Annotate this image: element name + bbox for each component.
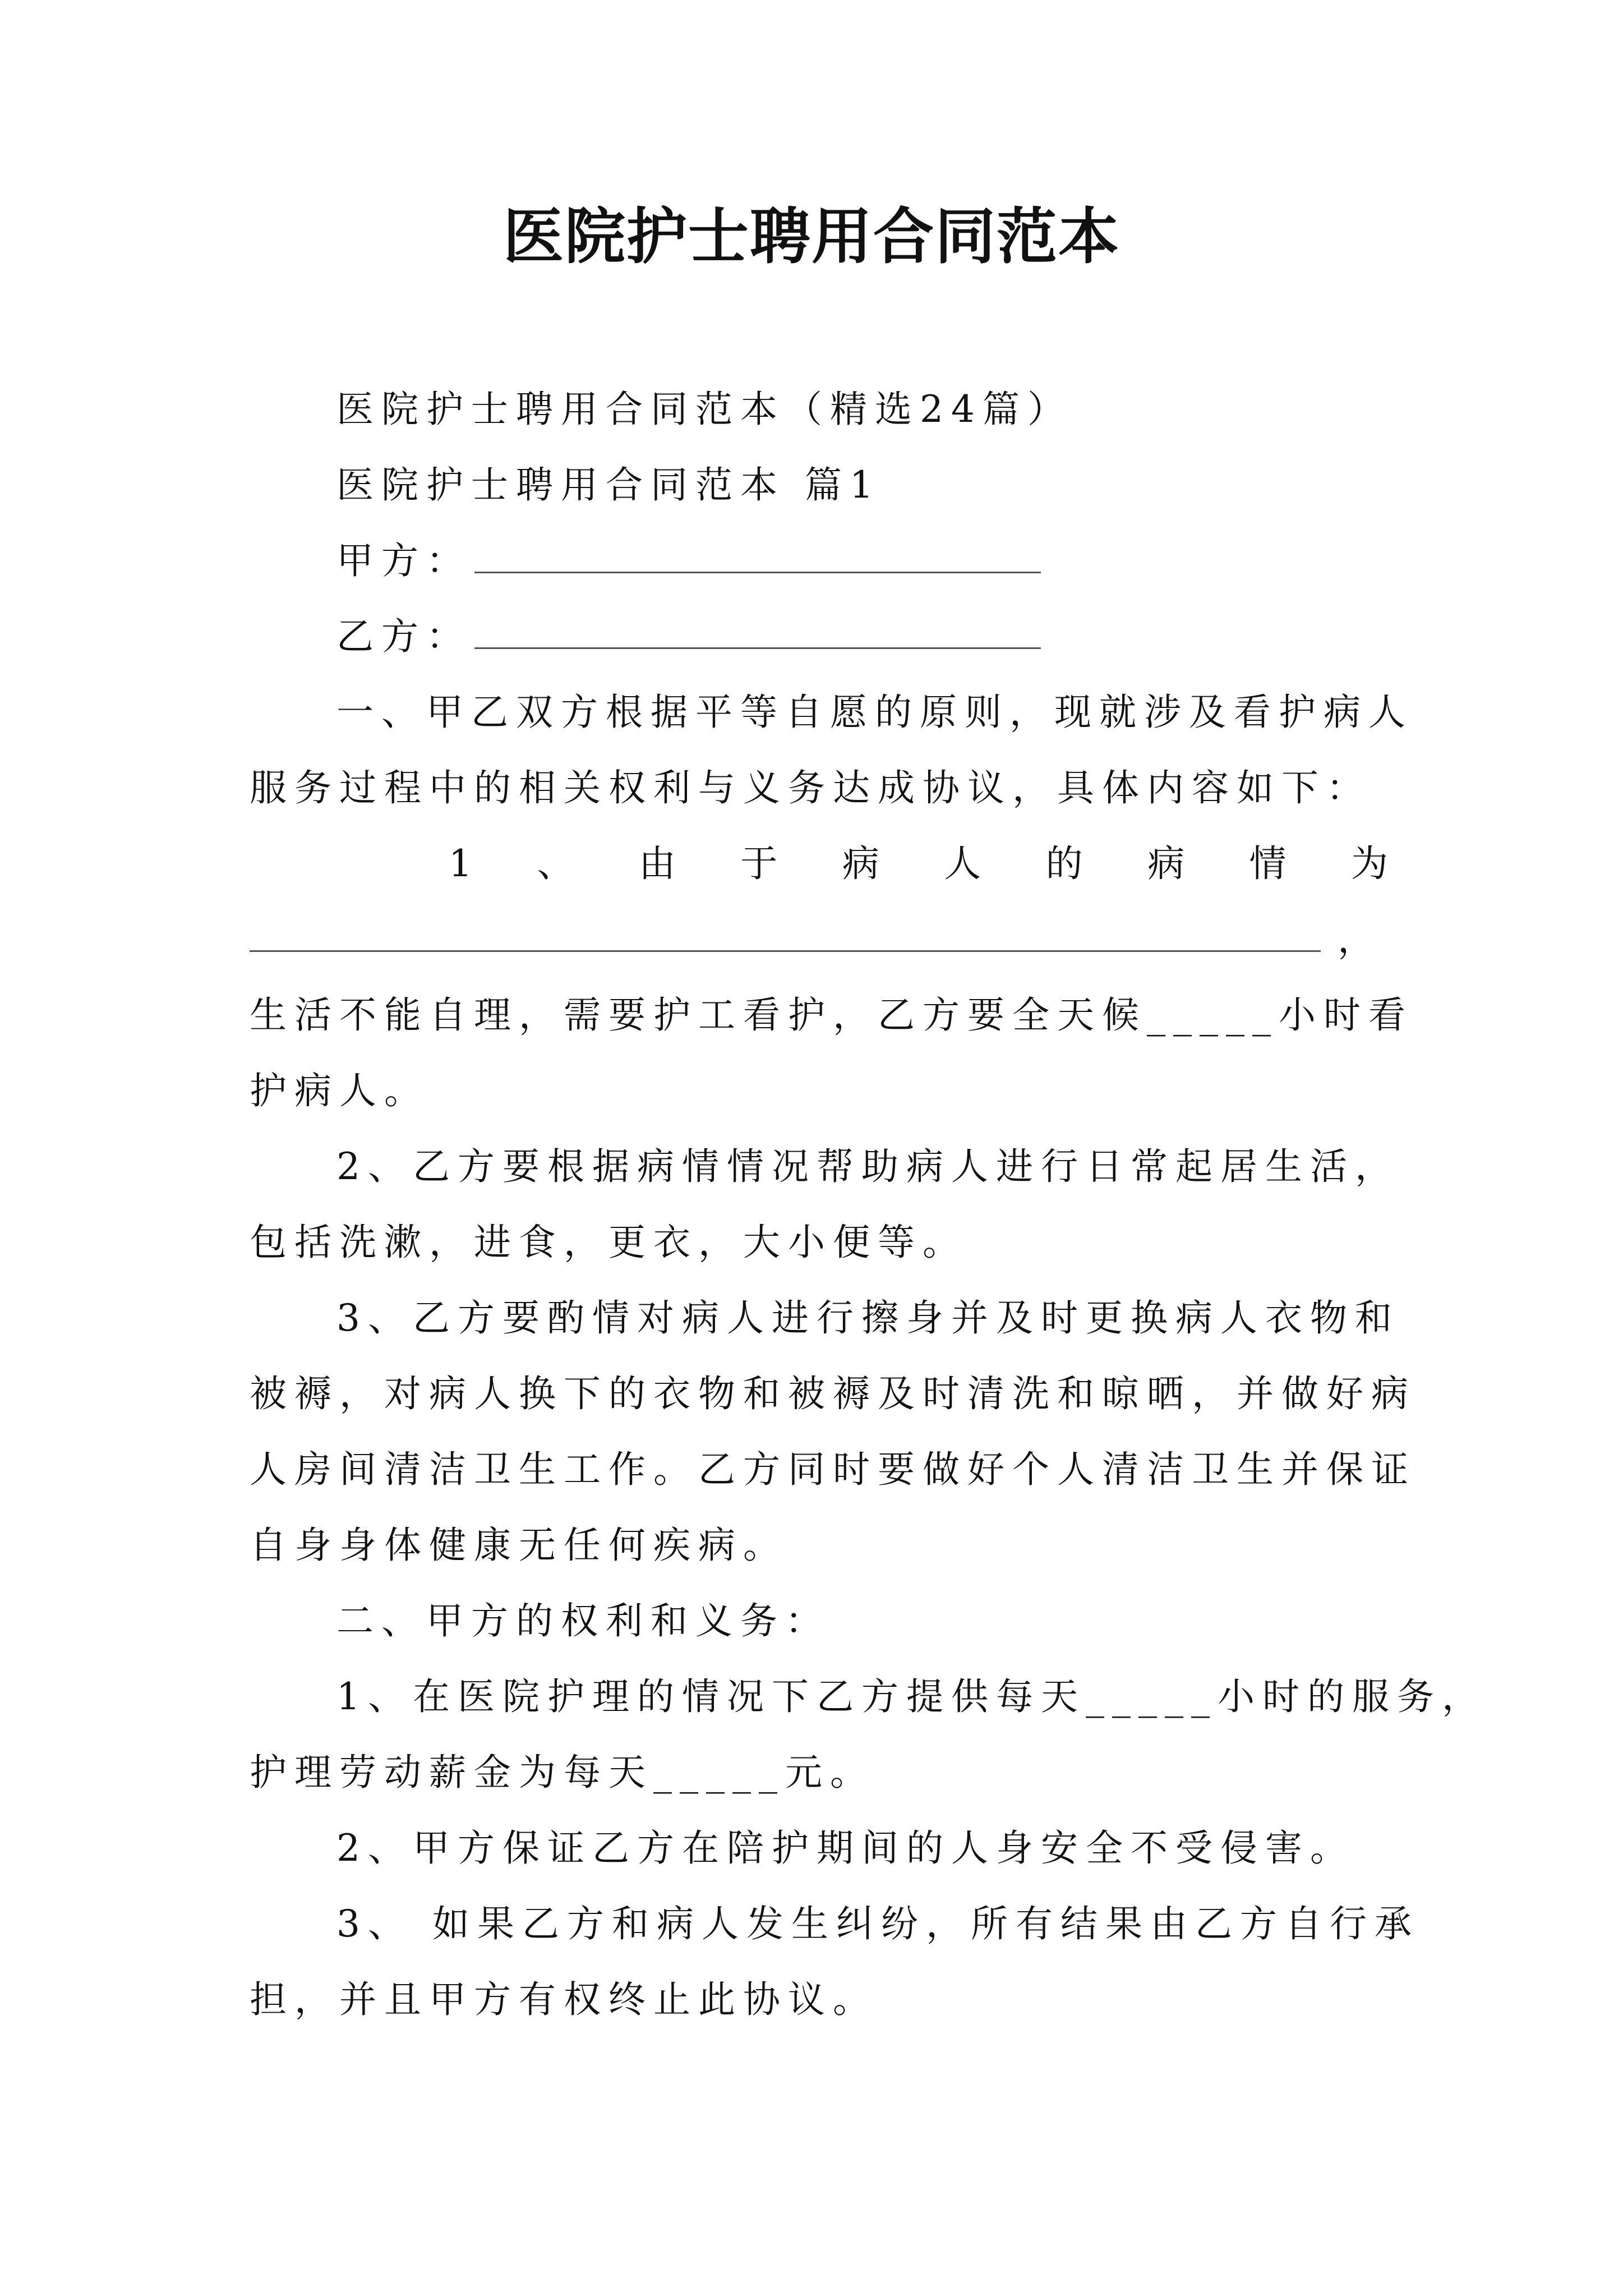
paragraph-line: 担，并且甲方有权终止此协议。 [250,1978,878,2021]
clause-char: 病 [1147,842,1185,885]
section-heading: 医院护士聘用合同范本 篇1 [336,463,881,507]
paragraph-line: 一、甲乙双方根据平等自愿的原则，现就涉及看护病人 [336,691,1413,734]
party-a-label: 甲方： [336,539,471,582]
paragraph-line: 2、甲方保证乙方在陪护期间的人身安全不受侵害。 [336,1826,1355,1870]
clause-char: 由 [638,842,676,885]
paragraph-line: 1、在医院护理的情况下乙方提供每天_____小时的服务， [336,1675,1487,1718]
condition-blank-line [250,900,1388,979]
paragraph-line: 服务过程中的相关权利与义务达成协议，具体内容如下： [250,766,1371,809]
clause-char: 为 [1350,842,1388,885]
clause-char: 1 [449,842,472,885]
clause-char: 情 [1249,842,1287,885]
paragraph-line: 包括洗漱，进食，更衣，大小便等。 [250,1221,967,1264]
paragraph-line: 护病人。 [250,1069,429,1112]
paragraph-line: 3、乙方要酌情对病人进行擦身并及时更换病人衣物和 [336,1296,1400,1340]
justified-clause-line [449,825,1388,903]
paragraph-line: 生活不能自理，需要护工看护，乙方要全天候_____小时看 [250,993,1413,1037]
party-a-line [336,522,1388,600]
party-b-line [336,597,1388,676]
paragraph-line: 护理劳动薪金为每天_____元。 [250,1751,875,1794]
party-b-label: 乙方： [336,615,471,658]
subtitle-line: 医院护士聘用合同范本（精选24篇） [336,388,1072,431]
paragraph-line: 3、 如果乙方和病人发生纠纷，所有结果由乙方自行承 [336,1902,1419,1945]
clause-char: 于 [740,842,778,885]
clause-char: 的 [1045,842,1083,885]
trailing-comma: ， [1338,918,1382,961]
section-heading: 二、甲方的权利和义务： [336,1599,830,1642]
paragraph-line: 被褥，对病人换下的衣物和被褥及时清洗和晾晒，并做好病 [250,1372,1416,1415]
paragraph-line: 2、乙方要根据病情情况帮助病人进行日常起居生活， [336,1145,1400,1188]
paragraph-line: 人房间清洁卫生工作。乙方同时要做好个人清洁卫生并保证 [250,1448,1416,1491]
condition-blank [250,950,1321,952]
document-title: 医院护士聘用合同范本 [502,201,1120,272]
party-b-blank [474,647,1041,649]
clause-char: 、 [537,842,574,885]
party-a-blank [474,571,1041,573]
paragraph-line: 自身身体健康无任何疾病。 [250,1524,788,1567]
clause-char: 人 [944,842,981,885]
clause-char: 病 [842,842,879,885]
